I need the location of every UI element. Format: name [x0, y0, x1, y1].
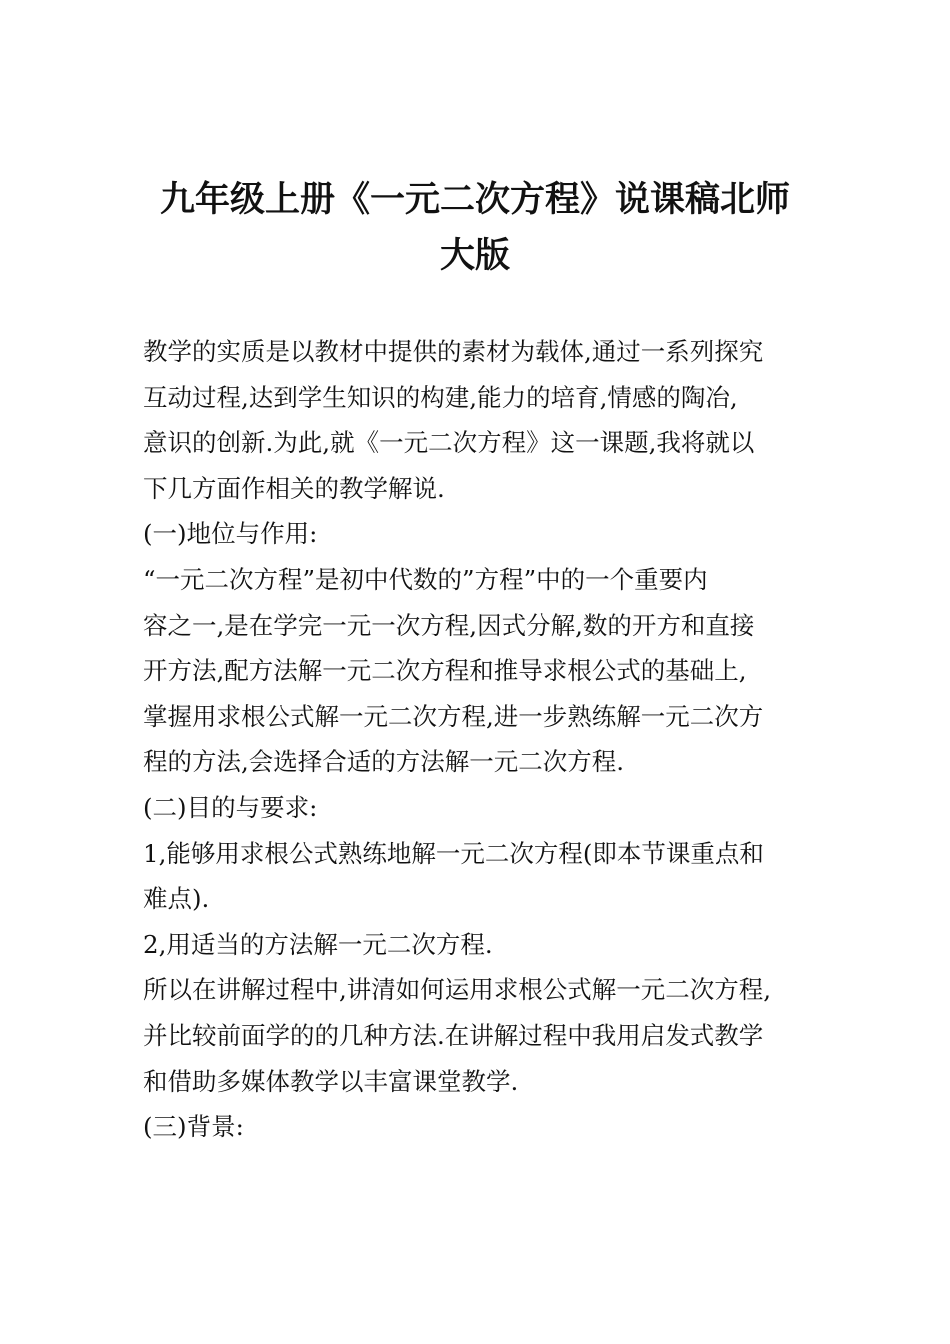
document-title	[140, 172, 810, 284]
text-line: (三)背景:	[143, 1112, 244, 1142]
title-line: 九年级上册《一元二次方程》说课稿北师	[159, 180, 790, 220]
text-line: 和借助多媒体教学以丰富课堂教学.	[143, 1066, 519, 1096]
text-line: 程的方法,会选择合适的方法解一元二次方程.	[143, 747, 625, 777]
section-heading-background	[143, 1104, 810, 1150]
text-line: 掌握用求根公式解一元二次方程,进一步熟练解一元二次方	[143, 701, 764, 731]
text-line: 意识的创新.为此,就《一元二次方程》这一课题,我将就以	[143, 428, 755, 458]
title-line: 大版	[439, 236, 510, 276]
document-body	[143, 329, 810, 1150]
text-line: 并比较前面学的的几种方法.在讲解过程中我用启发式教学	[143, 1020, 764, 1050]
text-line: 1,能够用求根公式熟练地解一元二次方程(即本节课重点和	[143, 838, 764, 868]
section-heading-position	[143, 511, 810, 557]
section-heading-goals	[143, 785, 810, 831]
list-item-goal-1	[143, 831, 810, 922]
text-line: 难点).	[143, 884, 210, 914]
text-line: 教学的实质是以教材中提供的素材为载体,通过一系列探究	[143, 337, 764, 366]
text-line: 开方法,配方法解一元二次方程和推导求根公式的基础上,	[143, 656, 747, 686]
text-line: 互动过程,达到学生知识的构建,能力的培育,情感的陶冶,	[143, 382, 738, 412]
paragraph-position	[143, 557, 810, 785]
paragraph-method	[143, 967, 810, 1104]
paragraph-intro	[143, 329, 810, 511]
text-line: 2,用适当的方法解一元二次方程.	[143, 929, 493, 959]
text-line: 所以在讲解过程中,讲清如何运用求根公式解一元二次方程,	[143, 975, 772, 1005]
text-line: “一元二次方程”是初中代数的”方程”中的一个重要内	[143, 564, 708, 594]
text-line: (一)地位与作用:	[143, 519, 318, 549]
text-line: 下几方面作相关的教学解说.	[143, 473, 445, 503]
text-line: (二)目的与要求:	[143, 792, 318, 822]
text-line: 容之一,是在学完一元一次方程,因式分解,数的开方和直接	[143, 610, 755, 640]
list-item-goal-2	[143, 922, 810, 968]
